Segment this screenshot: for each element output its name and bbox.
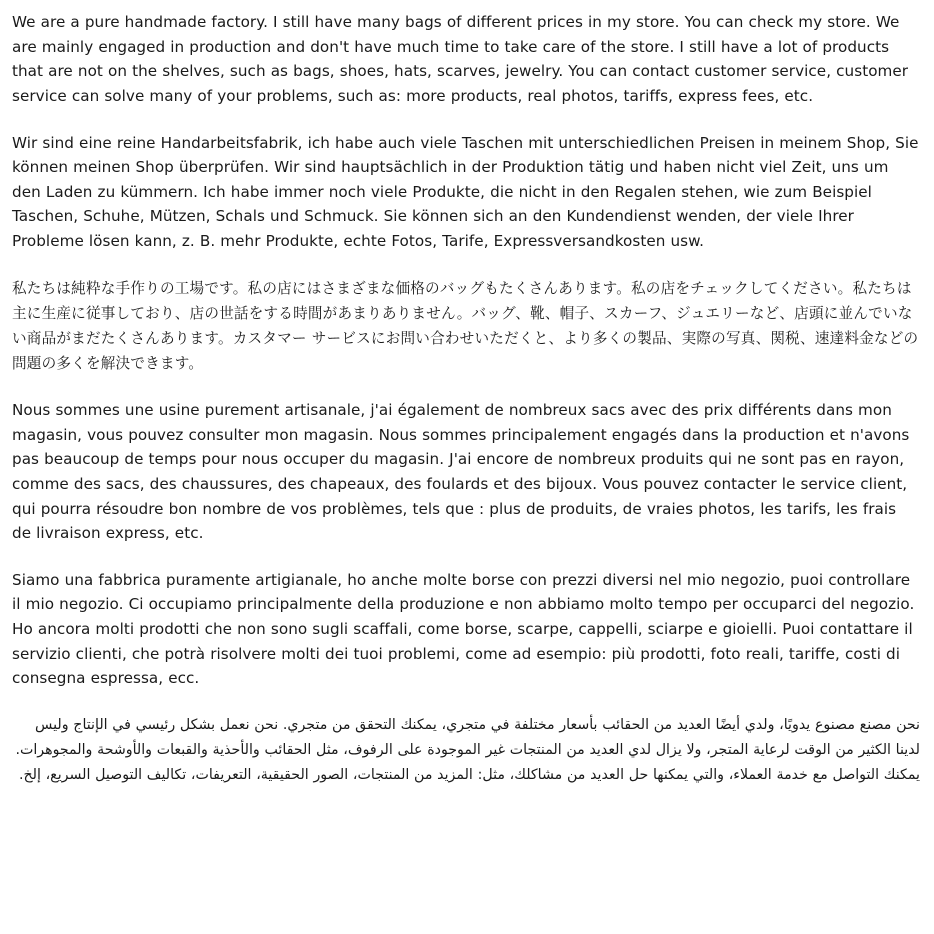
paragraph-japanese: 私たちは純粋な手作りの工場です。私の店にはさまざまな価格のバッグもたくさんあります。私の店をチェックしてください。私たちは主に生産に従事しており、店の世話をする時間があまりありません。バッグ、靴、帽子、スカーフ、ジュエリーなど、店頭に並んでいない商品がまだたくさんあります。カスタマー サービスにお問い合わせいただくと、より多くの製品、実際の写真、関税、速達料金などの問題の多くを解決できます。: [12, 279, 919, 372]
paragraph-italian: Siamo una fabbrica puramente artigianale, ho anche molte borse con prezzi diversi nel mio negozio, puoi controllare il mio negozio. Ci occupiamo principalmente della produzione e non abbiamo molto tempo per occuparci del negozio. Ho ancora molti prodotti che non sono sugli scaffali, come borse, scarpe, cappelli, sciarpe e gioielli. Puoi contattare il servizio clienti, che potrà risolvere molti dei tuoi problemi, come ad esempio: più prodotti, foto reali, tariffe, costi di consegna espressa, ecc.: [12, 570, 915, 688]
paragraph-french: Nous sommes une usine purement artisanale, j'ai également de nombreux sacs avec des prix différents dans mon magasin, vous pouvez consulter mon magasin. Nous sommes principalement engagés dans la production et n'avons pas beaucoup de temps pour nous occuper du magasin. J'ai encore de nombreux produits qui ne sont pas en rayon, comme des sacs, des chaussures, des chapeaux, des foulards et des bijoux. Vous pouvez contacter le service client, qui pourra résoudre bon nombre de vos problèmes, tels que : plus de produits, de vraies photos, les tarifs, les frais de livraison express, etc.: [12, 401, 910, 543]
paragraph-arabic: نحن مصنع مصنوع يدويًا، ولدي أيضًا العديد من الحقائب بأسعار مختلفة في متجري، يمكنك التحقق من متجري. نحن نعمل بشكل رئيسي في الإنتاج وليس لدينا الكثير من الوقت لرعاية المتجر، ولا يزال لدي العديد من المنتجات غير الموجودة على الرفوف، مثل الحقائب والأحذية والقبعات والأوشحة والمجوهرات. يمكنك التواصل مع خدمة العملاء، والتي يمكنها حل العديد من مشاكلك، مثل: المزيد من المنتجات، الصور الحقيقية، التعريفات، تكاليف التوصيل السريع، إلخ.: [15, 716, 920, 784]
paragraph-english: We are a pure handmade factory. I still have many bags of different prices in my store. You can check my store. We are mainly engaged in production and don't have much time to take care of the store. I still have a lot of products that are not on the shelves, such as bags, shoes, hats, scarves, jewelry. You can contact customer service, customer service can solve many of your problems, such as: more products, real photos, tariffs, express fees, etc.: [12, 13, 909, 105]
paragraph-german: Wir sind eine reine Handarbeitsfabrik, ich habe auch viele Taschen mit unterschiedlichen Preisen in meinem Shop, Sie können meinen Shop überprüfen. Wir sind hauptsächlich in der Produktion tätig und haben nicht viel Zeit, uns um den Laden zu kümmern. Ich habe immer noch viele Produkte, die nicht in den Regalen stehen, wie zum Beispiel Taschen, Schuhe, Mützen, Schals und Schmuck. Sie können sich an den Kundendienst wenden, der viele Ihrer Probleme lösen kann, z. B. mehr Produkte, echte Fotos, Tarife, Expressversandkosten usw.: [12, 133, 919, 250]
